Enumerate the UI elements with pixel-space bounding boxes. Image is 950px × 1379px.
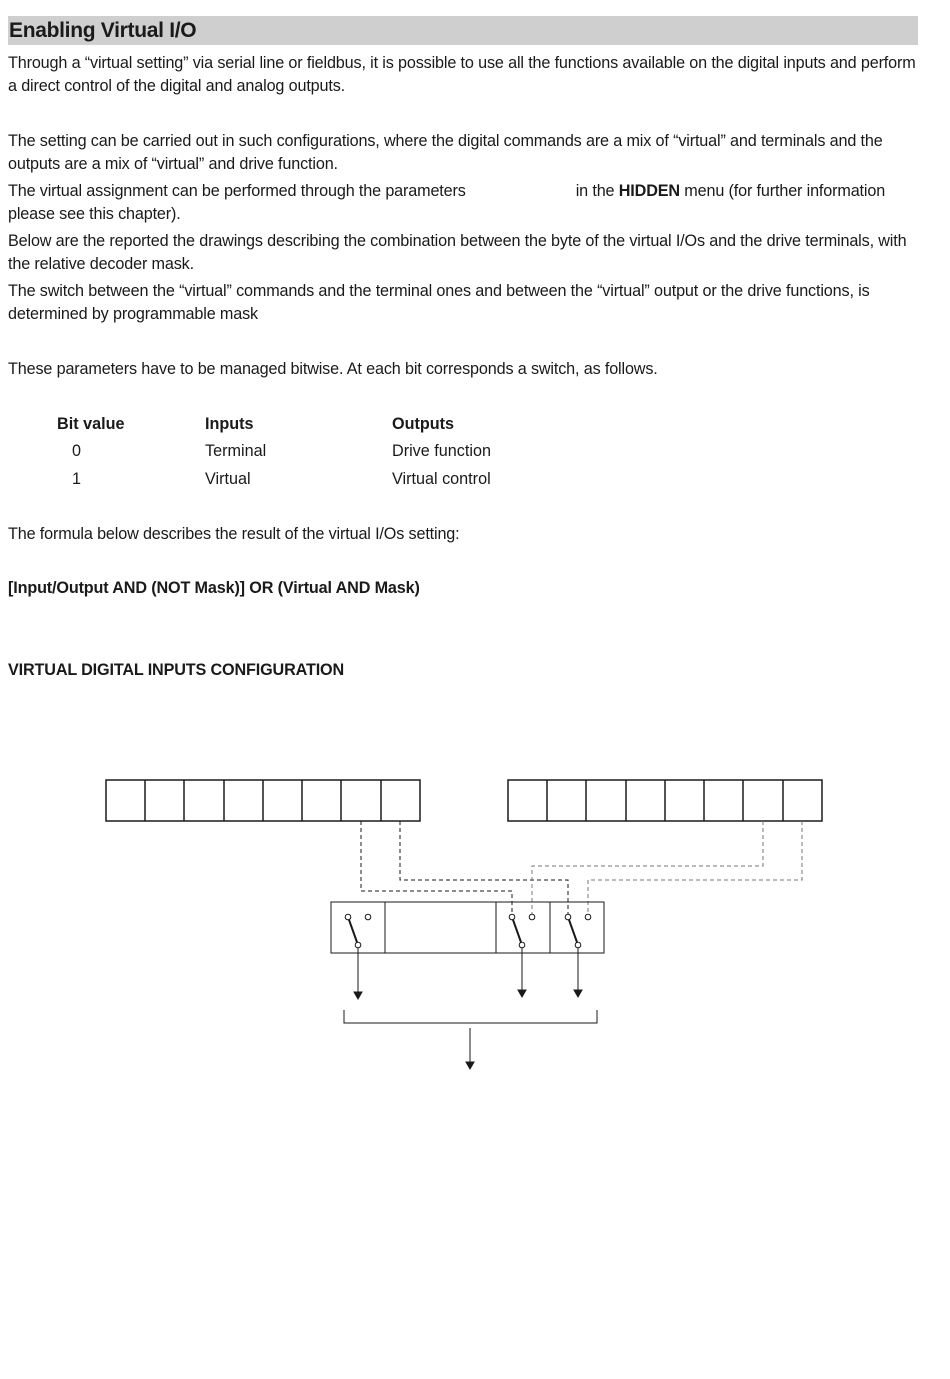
table-header-outputs: Outputs: [392, 415, 455, 433]
result-arrow-icon: [466, 1028, 474, 1069]
table-cell-output-0: Drive function: [392, 442, 491, 460]
table-header-bit-value: Bit value: [57, 415, 125, 433]
switch-block: [331, 902, 604, 953]
hidden-menu-label: HIDDEN: [618, 182, 680, 200]
table-header-inputs: Inputs: [205, 415, 254, 433]
paragraph-bitwise: These parameters have to be managed bitwise. At each bit corresponds a switch, as follows.: [8, 360, 658, 378]
page-title: Enabling Virtual I/O: [9, 19, 197, 42]
switch-icon: [565, 914, 591, 948]
assignment-text-2: in the: [575, 182, 615, 200]
paragraph-drawings: Below are the reported the drawings describing the combination between the byte of the virtual I/Os and the drive terminals, with the relative decoder mask.: [8, 232, 907, 273]
paragraph-intro: Through a “virtual setting” via serial line or fieldbus, it is possible to use all the functions available on the digital inputs and perform a direct control of the digital and analog outputs.: [8, 54, 916, 95]
table-cell-input-1: Virtual: [205, 470, 251, 488]
right-dashed-connections: [532, 821, 802, 915]
output-arrows: [354, 948, 582, 999]
section-title: VIRTUAL DIGITAL INPUTS CONFIGURATION: [8, 661, 345, 679]
left-byte-register: [106, 780, 420, 821]
right-byte-register: [508, 780, 822, 821]
left-dashed-connections: [361, 821, 568, 915]
assignment-text-3: menu (for further information please see this chapter).: [8, 182, 886, 223]
switch-icon: [345, 914, 371, 948]
switch-icon: [509, 914, 535, 948]
table-cell-input-0: Terminal: [205, 442, 267, 460]
paragraph-configurations: The setting can be carried out in such configurations, where the digital commands are a mix of “virtual” and terminals and the outputs are a mix of “virtual” and drive function.: [8, 132, 883, 173]
table-cell-output-1: Virtual control: [392, 470, 491, 488]
table-cell-bit-0: 0: [72, 442, 82, 460]
table-cell-bit-1: 1: [72, 470, 82, 488]
paragraph-switch: The switch between the “virtual” commands and the terminal ones and between the “virtual” output or the drive functions, is determined by programmable mask: [8, 282, 870, 323]
paragraph-formula-intro: The formula below describes the result of the virtual I/Os setting:: [8, 525, 460, 543]
formula: [Input/Output AND (NOT Mask)] OR (Virtual AND Mask): [8, 579, 420, 597]
assignment-text-1: The virtual assignment can be performed through the parameters: [8, 182, 466, 200]
collector-bracket: [344, 1010, 597, 1023]
